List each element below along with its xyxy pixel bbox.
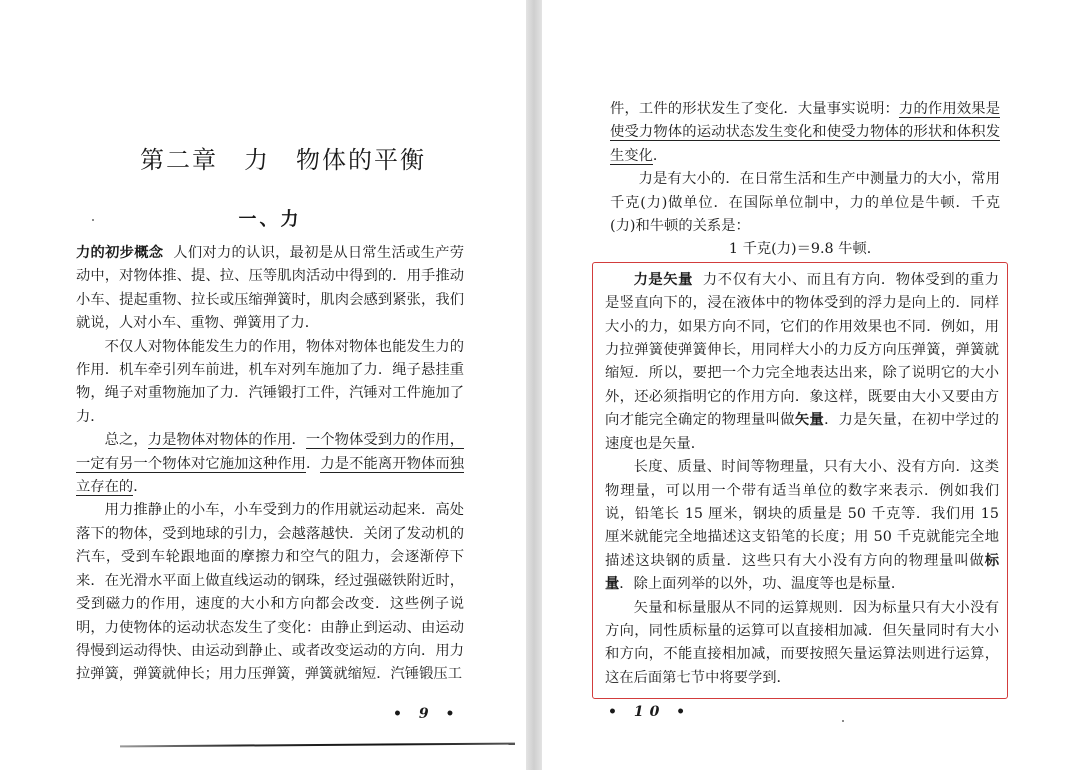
summary-lead: 总之，	[104, 432, 148, 449]
term-heading: 力是矢量	[633, 271, 693, 288]
scan-speck	[92, 219, 94, 221]
bold-term-scalar: 标量	[605, 552, 999, 593]
right-body-text	[605, 98, 1001, 699]
paragraph-text: ．力是矢量，在初中学过的速度也是矢量．	[605, 412, 1000, 452]
paragraph-object-interaction: 不仅人对物体能发生力的作用，物体对物体也能发生力的作用．机车牵引列车前进，机车对列车施加了力．绳子悬挂重物，绳子对重物施加了力．汽锤锻打工件，汽锤对工件施加了力．	[76, 338, 464, 425]
paragraph-operations: 矢量和标量服从不同的运算规则．因为标量只有大小没有方向，同性质标量的运算可以直接相加减．但矢量同时有大小和方向，不能直接相加减，而要按照矢量运算法则进行运算，这在后面第七节中将要学到．	[605, 599, 999, 686]
paragraph-vector	[605, 269, 999, 456]
underlined-effect-definition: 力的作用效果是使受力物体的运动状态发生变化和使受力物体的形状和体积发生变化	[610, 101, 1001, 164]
paragraph-effects	[610, 98, 1000, 168]
paragraph-motion-examples: 用力推静止的小车，小车受到力的作用就运动起来．高处落下的物体，受到地球的引力，会越落越快．关闭了发动机的汽车，受到车轮跟地面的摩擦力和空气的阻力，会逐渐停下来．在光滑水平面上做直线运动的钢珠，经过强磁铁附近时，受到磁力的作用，速度的大小和方向都会改变．这些例子说明，力使物体的运动状态发生了变化：由静止到运动、由运动得慢到运动得快、由运动到静止、或者改变运动的方向．用力拉弹簧，弹簧就伸长；用力压弹簧，弹簧就缩短．汽锤锻压工	[76, 502, 464, 683]
intro-lead: 件，工件的形状发生了变化．大量事实说明：	[610, 101, 900, 117]
section-title: 一、力	[238, 209, 302, 230]
punct: ．	[305, 455, 321, 472]
bold-term-vector: 矢量	[794, 412, 825, 429]
page-number-left: • 9 •	[393, 706, 461, 722]
paragraph-text: ．除上面列举的以外，功、温度等也是标量．	[619, 576, 906, 593]
book-gutter	[526, 0, 542, 770]
punct: ．	[133, 479, 148, 496]
chapter-title: 第二章 力 物体的平衡	[140, 146, 426, 174]
punct: ．	[291, 432, 306, 449]
paragraph-summary	[76, 429, 464, 499]
underlined-definition-3: 力是不能离开物体而独立存在的	[76, 455, 465, 496]
paragraph-force-concept	[76, 242, 464, 336]
paragraph-text: 长度、质量、时间等物理量，只有大小、没有方向．这类物理量，可以用一个带有适当单位的数字来表示．例如我们说，铅笔长 15 厘米，钢块的质量是 50 千克等．我们用 15 厘米就能完全地描述这支铅笔的长度；用 50 千克就能完全地描述这块钢的质量．这些只有大小没有方向的物理量叫做	[605, 459, 999, 569]
paragraph-text: 力不仅有大小、而且有方向．物体受到的重力是竖直向下的，浸在液体中的物体受到的浮力是向上的．同样大小的力，如果方向不同，它们的作用效果也不同．例如，用力拉弹簧使弹簧伸长，用同样大小的力反方向压弹簧，弹簧就缩短．所以，要把一个力完全地表达出来，除了说明它的大小外，还必须指明它的作用方向．象这样，既要由大小又要由方向才能完全确定的物理量叫做	[605, 271, 1000, 429]
paragraph-units: 力是有大小的．在日常生活和生产中测量力的大小，常用千克(力)做单位．在国际单位制中，力的单位是牛顿．千克(力)和牛顿的关系是：	[610, 171, 1000, 235]
unit-formula: 1 千克(力)＝9.8 牛顿．	[728, 241, 882, 258]
underlined-definition-2: 一个物体受到力的作用，一定有另一个物体对它施加这种作用	[76, 432, 465, 472]
left-body-text	[76, 242, 464, 687]
page-number-right: • 10 •	[608, 704, 692, 720]
underlined-definition-1: 力是物体对物体的作用	[147, 432, 292, 449]
punct: ．	[652, 147, 668, 164]
paragraph-scalar	[605, 456, 999, 596]
paragraph-text: 人们对力的认识，最初是从日常生活或生产劳动中，对物体推、提、拉、压等肌肉活动中得到的．用手推动小车、提起重物、拉长或压缩弹簧时，肌肉会感到紧张，我们就说，人对小车、重物、弹簧用了力．	[76, 245, 465, 332]
term-heading: 力的初步概念	[76, 245, 164, 261]
scan-speck	[842, 720, 844, 722]
highlight-box-vector	[592, 262, 1008, 699]
